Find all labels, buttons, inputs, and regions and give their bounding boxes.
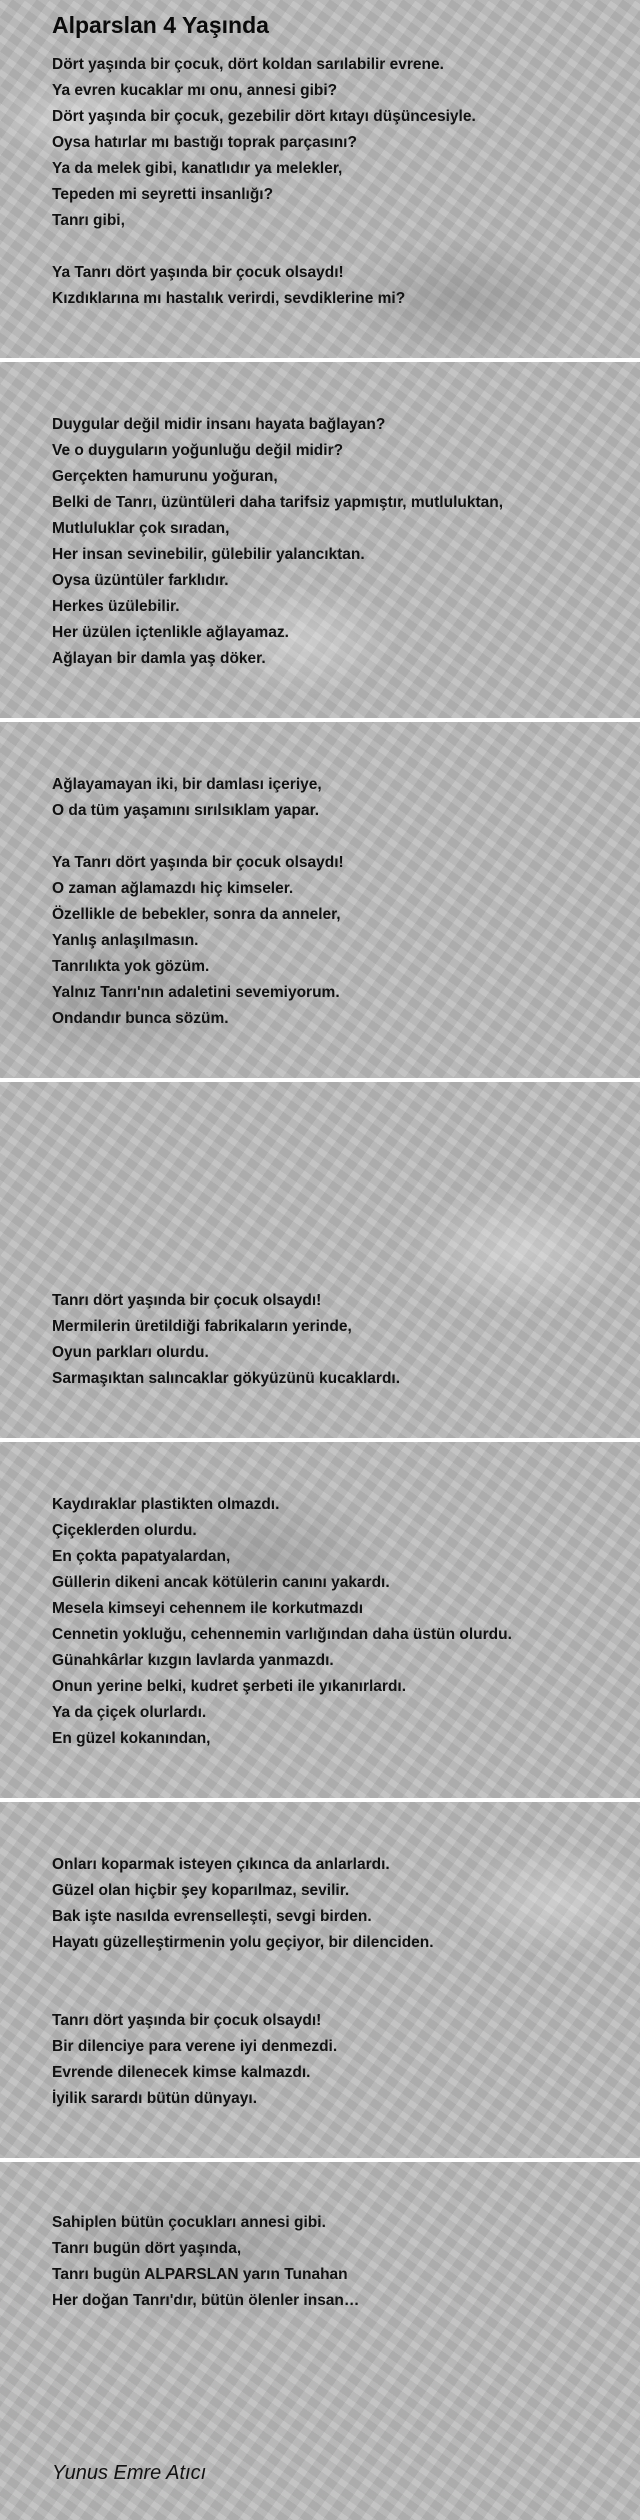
poem-line: En güzel kokanından, bbox=[52, 1730, 211, 1747]
poem-line: Ya Tanrı dört yaşında bir çocuk olsaydı! bbox=[52, 264, 344, 281]
poem-line: Dört yaşında bir çocuk, dört koldan sarılabilir evrene. bbox=[52, 56, 444, 73]
poem-line: Onları koparmak isteyen çıkınca da anlarlardı. bbox=[52, 1856, 390, 1873]
separator-band bbox=[0, 358, 640, 362]
poem-line: Günahkârlar kızgın lavlarda yanmazdı. bbox=[52, 1652, 334, 1669]
poem-line: Gerçekten hamurunu yoğuran, bbox=[52, 468, 278, 485]
poem-line: Mermilerin üretildiği fabrikaların yerinde, bbox=[52, 1318, 352, 1335]
poem-line: Evrende dilenecek kimse kalmazdı. bbox=[52, 2064, 311, 2081]
separator-band bbox=[0, 2158, 640, 2162]
poem-line: Tanrı dört yaşında bir çocuk olsaydı! bbox=[52, 2012, 322, 2029]
poem-line: Özellikle de bebekler, sonra da anneler, bbox=[52, 906, 341, 923]
stanza bbox=[52, 2008, 622, 2112]
poem-line: Tepeden mi seyretti insanlığı? bbox=[52, 186, 274, 203]
poem-line: Dört yaşında bir çocuk, gezebilir dört kıtayı düşüncesiyle. bbox=[52, 108, 476, 125]
poem-line: Ya evren kucaklar mı onu, annesi gibi? bbox=[52, 82, 338, 99]
poem-line: Oysa üzüntüler farklıdır. bbox=[52, 572, 229, 589]
poem-line: Mutluluklar çok sıradan, bbox=[52, 520, 230, 537]
stanza bbox=[52, 1288, 622, 1392]
stanza bbox=[52, 850, 622, 1032]
poem-line: Güllerin dikeni ancak kötülerin canını yakardı. bbox=[52, 1574, 390, 1591]
separator-band bbox=[0, 718, 640, 722]
stanza bbox=[52, 2210, 622, 2314]
poem-line: Onun yerine belki, kudret şerbeti ile yıkanırlardı. bbox=[52, 1678, 407, 1695]
poem-line: Tanrı bugün ALPARSLAN yarın Tunahan bbox=[52, 2266, 348, 2283]
poem-line: Oyun parkları olurdu. bbox=[52, 1344, 209, 1361]
poem-line: Ya Tanrı dört yaşında bir çocuk olsaydı! bbox=[52, 854, 344, 871]
poem-line: O zaman ağlamazdı hiç kimseler. bbox=[52, 880, 294, 897]
poem-line: Tanrı dört yaşında bir çocuk olsaydı! bbox=[52, 1292, 322, 1309]
poem-line: Oysa hatırlar mı bastığı toprak parçasını? bbox=[52, 134, 357, 151]
poem-author: Yunus Emre Atıcı bbox=[52, 2462, 207, 2484]
poem-line: Hayatı güzelleştirmenin yolu geçiyor, bir dilenciden. bbox=[52, 1934, 434, 1951]
separator-band bbox=[0, 1798, 640, 1802]
stanza bbox=[52, 412, 622, 672]
poem-line: Tanrılıkta yok gözüm. bbox=[52, 958, 210, 975]
poem-line: Herkes üzülebilir. bbox=[52, 598, 180, 615]
poem-line: Ya da melek gibi, kanatlıdır ya melekler, bbox=[52, 160, 343, 177]
poem-line: Çiçeklerden olurdu. bbox=[52, 1522, 197, 1539]
poem-line: Ya da çiçek olurlardı. bbox=[52, 1704, 207, 1721]
poem-line: Her insan sevinebilir, gülebilir yalancıktan. bbox=[52, 546, 365, 563]
poem-line: Kaydıraklar plastikten olmazdı. bbox=[52, 1496, 280, 1513]
poem-line: Ve o duyguların yoğunluğu değil midir? bbox=[52, 442, 344, 459]
stanza bbox=[52, 772, 622, 824]
poem-line: Kızdıklarına mı hastalık verirdi, sevdiklerine mi? bbox=[52, 290, 406, 307]
stanza bbox=[52, 260, 622, 312]
poem-line: Ağlayamayan iki, bir damlası içeriye, bbox=[52, 776, 322, 793]
poem-line: İyilik sarardı bütün dünyayı. bbox=[52, 2090, 257, 2107]
stanza bbox=[52, 1852, 622, 1956]
poem-line: Yanlış anlaşılmasın. bbox=[52, 932, 199, 949]
stanza bbox=[52, 52, 622, 234]
poem-line: Tanrı bugün dört yaşında, bbox=[52, 2240, 242, 2257]
poem-line: Mesela kimseyi cehennem ile korkutmazdı bbox=[52, 1600, 363, 1617]
poem-line: O da tüm yaşamını sırılsıklam yapar. bbox=[52, 802, 320, 819]
poem-line: Her doğan Tanrı'dır, bütün ölenler insan… bbox=[52, 2292, 360, 2309]
poem-line: Belki de Tanrı, üzüntüleri daha tarifsiz yapmıştır, mutluluktan, bbox=[52, 494, 504, 511]
poem-line: Duygular değil midir insanı hayata bağlayan? bbox=[52, 416, 386, 433]
poem-line: Sahiplen bütün çocukları annesi gibi. bbox=[52, 2214, 326, 2231]
poem-title: Alparslan 4 Yaşında bbox=[52, 12, 269, 38]
separator-band bbox=[0, 1438, 640, 1442]
poem-line: Bir dilenciye para verene iyi denmezdi. bbox=[52, 2038, 338, 2055]
poem-line: En çokta papatyalardan, bbox=[52, 1548, 231, 1565]
poem-line: Her üzülen içtenlikle ağlayamaz. bbox=[52, 624, 289, 641]
poem-line: Bak işte nasılda evrenselleşti, sevgi birden. bbox=[52, 1908, 372, 1925]
poem-line: Yalnız Tanrı'nın adaletini sevemiyorum. bbox=[52, 984, 340, 1001]
poem-line: Ağlayan bir damla yaş döker. bbox=[52, 650, 266, 667]
stanza bbox=[52, 1492, 622, 1752]
poem-line: Güzel olan hiçbir şey koparılmaz, sevilir. bbox=[52, 1882, 350, 1899]
poem-line: Sarmaşıktan salıncaklar gökyüzünü kucaklardı. bbox=[52, 1370, 401, 1387]
poem-line: Tanrı gibi, bbox=[52, 212, 125, 229]
poem-line: Cennetin yokluğu, cehennemin varlığından daha üstün olurdu. bbox=[52, 1626, 512, 1643]
poem-line: Ondandır bunca sözüm. bbox=[52, 1010, 229, 1027]
separator-band bbox=[0, 1078, 640, 1082]
